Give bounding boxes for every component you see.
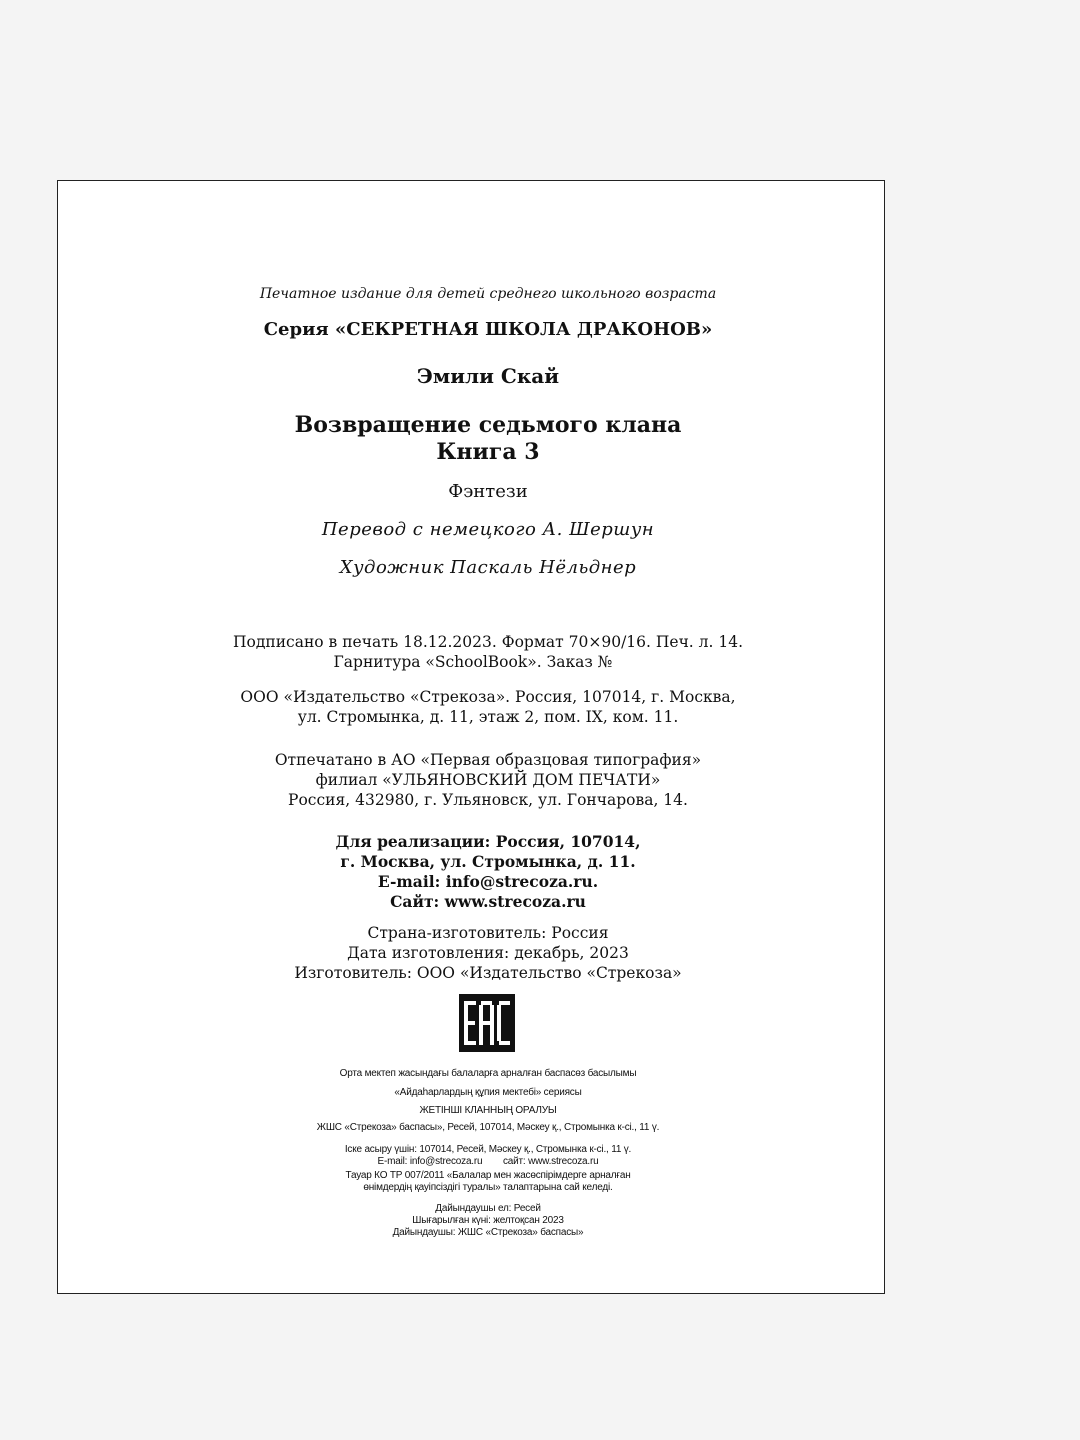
kz-standard	[58, 1170, 918, 1194]
eac-mark-icon	[459, 994, 515, 1052]
sales-email: E-mail: info@strecoza.ru.	[377, 872, 599, 891]
origin-manufacturer: Изготовитель: ООО «Издательство «Стрекоза»	[294, 964, 682, 982]
series-title: Серия «СЕКРЕТНАЯ ШКОЛА ДРАКОНОВ»	[263, 319, 713, 340]
illustrator-credit: Художник Паскаль Нёльднер	[339, 557, 637, 578]
sales-line: Для реализации: Россия, 107014,	[335, 832, 641, 851]
kz-origin-date: Шығарылған күні: желтоқсан 2023	[412, 1215, 564, 1226]
kz-origin-manufacturer: Дайындаушы: ЖШС «Стрекоза» баспасы»	[392, 1227, 584, 1238]
kz-origin	[58, 1203, 918, 1239]
book-title: Возвращение седьмого клана	[294, 412, 682, 438]
eac-mark-graphic	[459, 994, 515, 1052]
kz-sales-contacts: E-mail: info@strecoza.ru сайт: www.strecoza.ru	[377, 1156, 599, 1167]
kz-sales-line: Іске асыру үшін: 107014, Ресей, Мәскеу қ., Стромынка к-сі., 11 ү.	[344, 1144, 632, 1155]
kz-sales	[58, 1144, 918, 1168]
publisher-info	[58, 687, 918, 727]
origin-country: Страна-изготовитель: Россия	[367, 924, 609, 942]
origin-info	[58, 923, 918, 983]
sales-info	[58, 832, 918, 912]
print-info	[58, 632, 918, 672]
author-name: Эмили Скай	[416, 364, 560, 388]
printer-info	[58, 750, 918, 810]
origin-date: Дата изготовления: декабрь, 2023	[347, 944, 629, 962]
printer-line: филиал «УЛЬЯНОВСКИЙ ДОМ ПЕЧАТИ»	[315, 771, 661, 789]
kz-standard-line: Тауар КО ТР 007/2011 «Балалар мен жасөспірімдерге арналған	[345, 1170, 631, 1181]
printer-line: Отпечатано в АО «Первая образцовая типография»	[274, 751, 702, 769]
kz-origin-country: Дайындаушы ел: Ресей	[435, 1203, 541, 1214]
publisher-line: ООО «Издательство «Стрекоза». Россия, 107014, г. Москва,	[240, 688, 736, 706]
printer-line: Россия, 432980, г. Ульяновск, ул. Гончарова, 14.	[288, 791, 688, 809]
translator-credit: Перевод с немецкого А. Шершун	[321, 519, 655, 540]
kz-title: ЖЕТІНШІ КЛАННЫҢ ОРАЛУЫ	[419, 1105, 557, 1116]
publisher-line: ул. Стромынка, д. 11, этаж 2, пом. IX, ком. 11.	[297, 708, 679, 726]
kz-series: «Айдаһарлардың құпия мектебі» сериясы	[394, 1087, 582, 1098]
print-info-line: Гарнитура «SchoolBook». Заказ №	[333, 653, 613, 671]
kz-standard-line: өнімдердің қауіпсіздігі туралы» талаптарына сай келеді.	[363, 1182, 613, 1193]
genre: Фэнтези	[448, 481, 528, 502]
kz-publisher: ЖШС «Стрекоза» баспасы», Ресей, 107014, Мәскеу қ., Стромынка к-сі., 11 ү.	[316, 1122, 660, 1133]
kz-edition: Орта мектеп жасындағы балаларға арналған баспасөз басылымы	[339, 1068, 637, 1079]
print-info-line: Подписано в печать 18.12.2023. Формат 70×90/16. Печ. л. 14.	[232, 633, 744, 651]
book-title-block	[58, 412, 918, 466]
book-number: Книга 3	[436, 439, 540, 465]
edition-note: Печатное издание для детей среднего школьного возраста	[259, 286, 717, 302]
sales-website: Сайт: www.strecoza.ru	[390, 892, 586, 911]
sales-line: г. Москва, ул. Стромынка, д. 11.	[340, 852, 636, 871]
imprint-page	[57, 180, 885, 1294]
